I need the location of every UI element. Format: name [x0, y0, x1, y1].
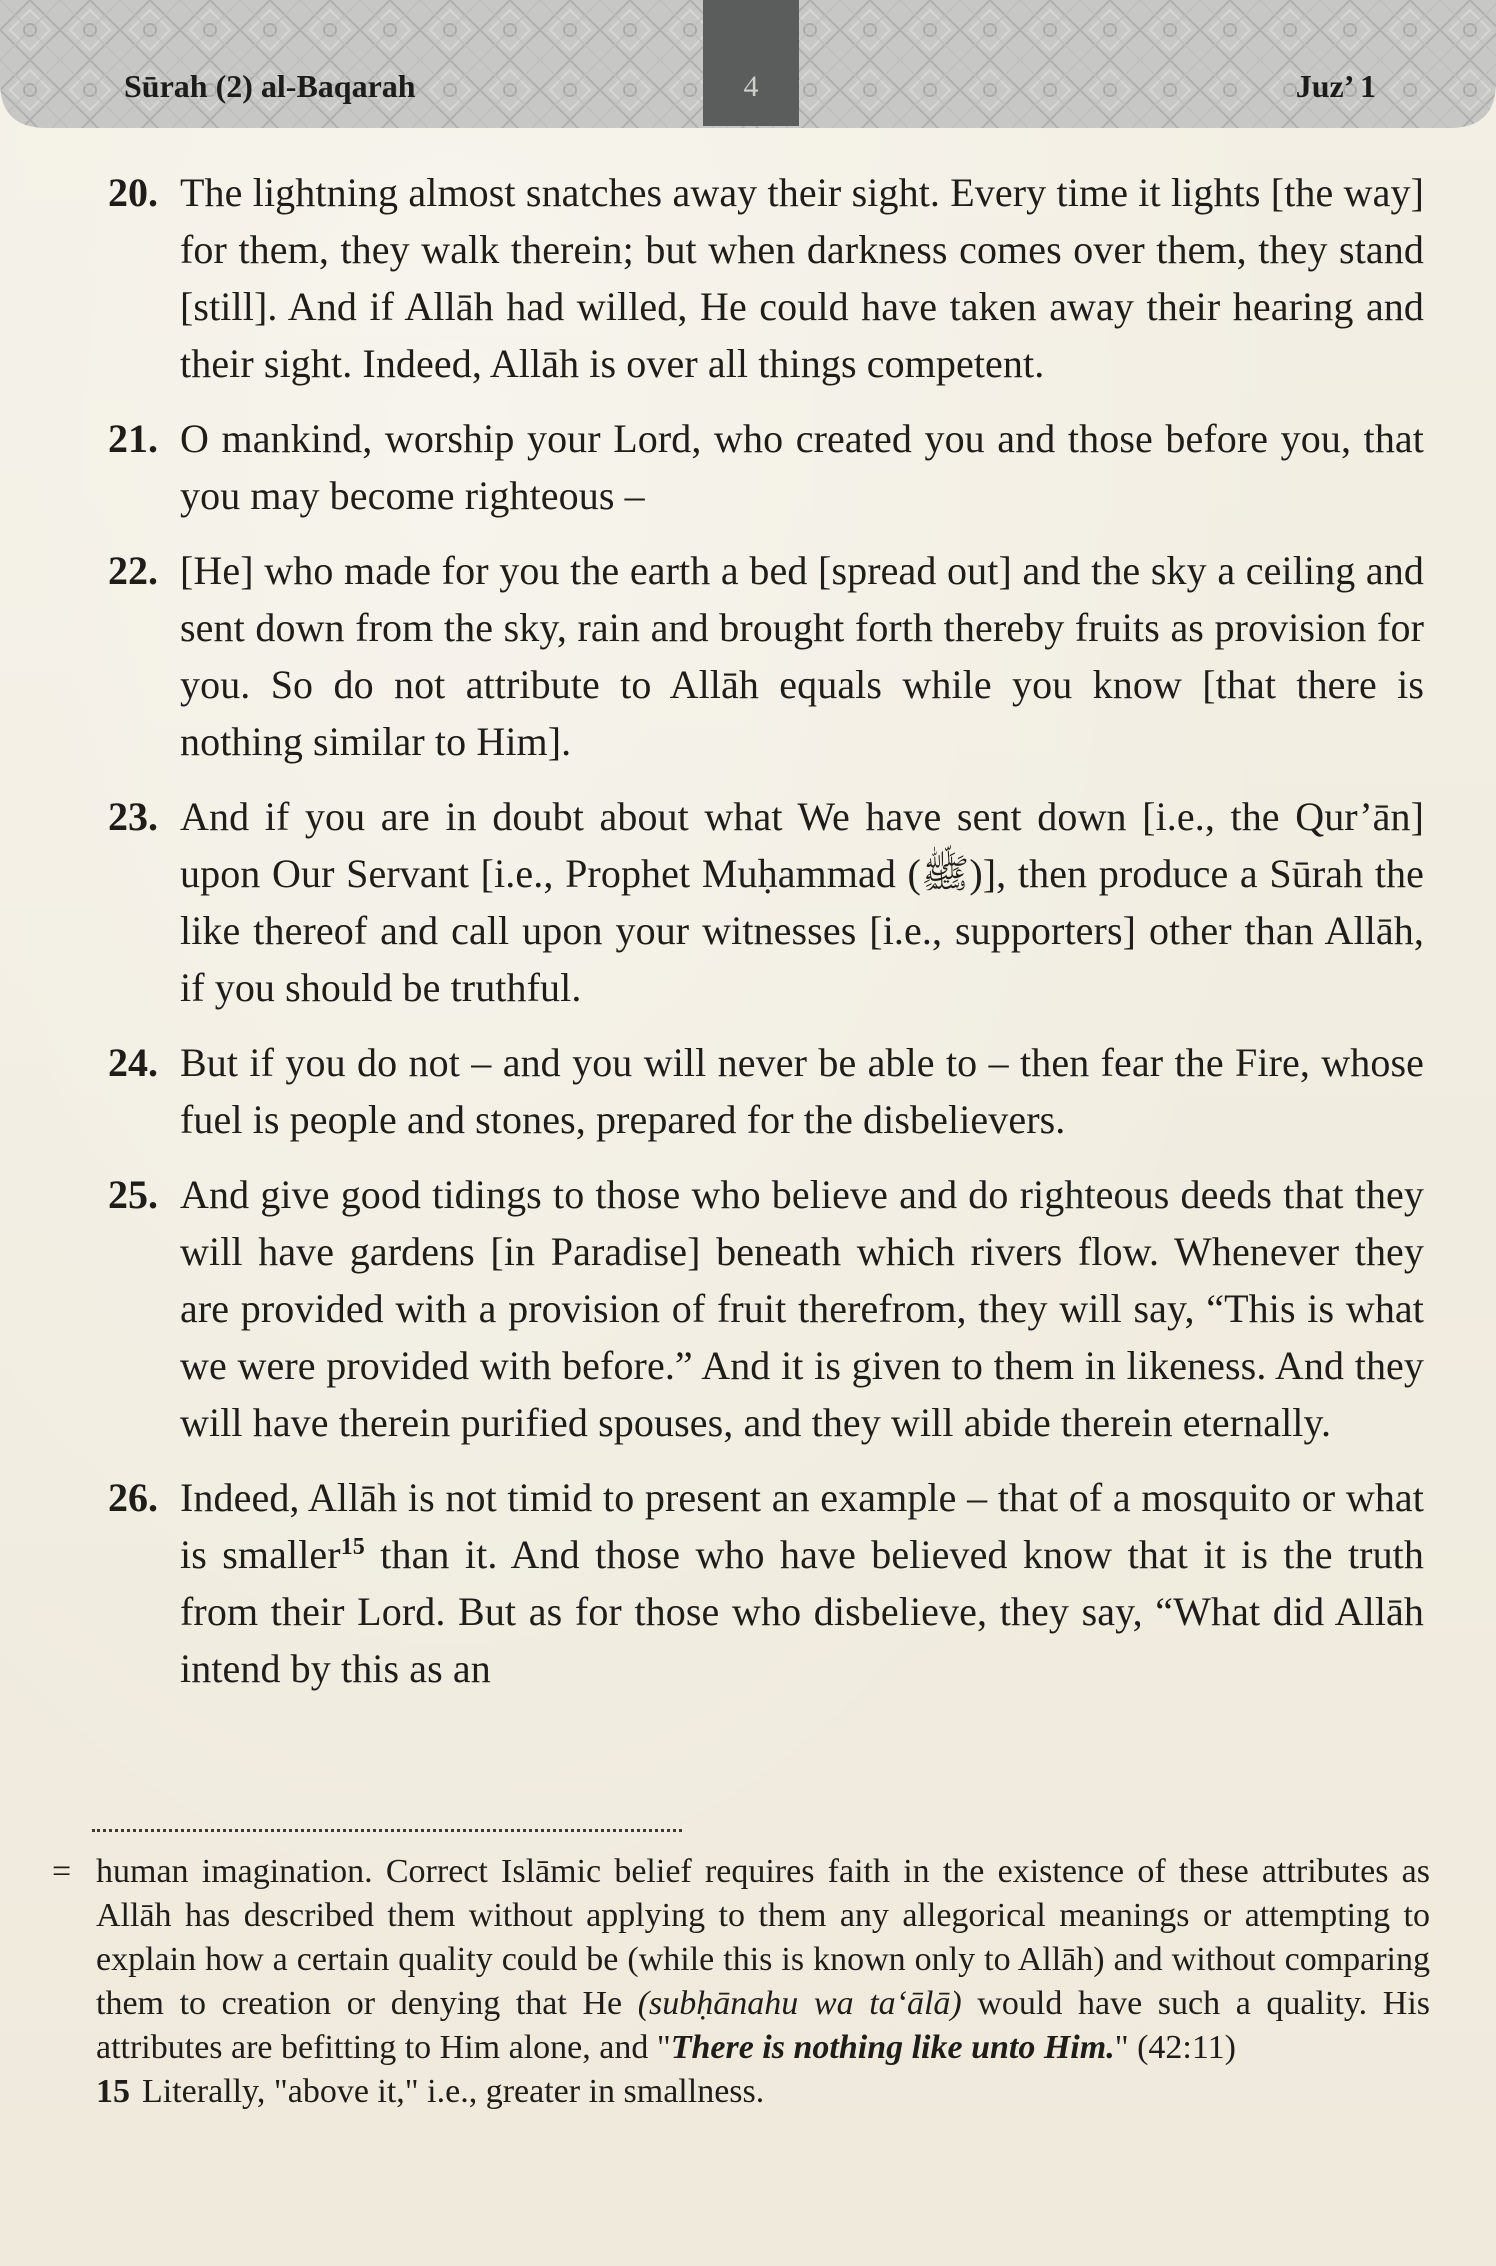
footnote-15	[96, 2070, 1430, 2114]
verse-number: 23.	[108, 794, 158, 839]
footnote-text-part: " (42:11)	[1114, 2029, 1236, 2066]
juz-label: Juz’ 1	[1295, 68, 1376, 104]
footnote-continuation-text	[96, 1850, 1430, 2070]
verse-22	[108, 542, 1424, 770]
surah-title: Sūrah (2) al-Baqarah	[124, 68, 416, 104]
verse-text: The lightning almost snatches away their sight. Every time it lights [the way] for them, they walk therein; but when darkness comes over them, they stand [still]. And if Allāh had willed, He could have taken away their hearing and their sight. Indeed, Allāh is over all things competent.	[180, 170, 1424, 386]
footnote-continuation	[52, 1850, 1430, 2070]
verse-text	[180, 1469, 1424, 1697]
footnotes-section	[52, 1850, 1430, 2114]
verse-text: And if you are in doubt about what We have sent down [i.e., the Qur’ān] upon Our Servant [i.e., Prophet Muḥammad (ﷺ)], then produce a Sūrah the like thereof and call upon your witnesses [i.e., supporters] other than Allāh, if you should be truthful.	[180, 794, 1425, 1010]
verse-number: 22.	[108, 548, 158, 593]
verse-text-part: than it. And those who have believed know that it is the truth from their Lord. But as for those who disbelieve, they say, “What did Allāh intend by this as an	[180, 1532, 1424, 1691]
continuation-mark: =	[52, 1853, 72, 1890]
verse-number: 21.	[108, 416, 158, 461]
verse-number: 20.	[108, 170, 158, 215]
verse-number: 24.	[108, 1040, 158, 1085]
footnote-number: 15	[96, 2073, 130, 2110]
footnote-quote: There is nothing like unto Him.	[670, 2029, 1115, 2066]
verse-26	[108, 1469, 1424, 1697]
verse-number: 25.	[108, 1172, 158, 1217]
verse-text: O mankind, worship your Lord, who created you and those before you, that you may become righteous –	[180, 416, 1424, 518]
verse-text: But if you do not – and you will never be able to – then fear the Fire, whose fuel is people and stones, prepared for the disbelievers.	[180, 1040, 1424, 1142]
footnote-text-part: human imagination. Correct Islāmic belief requires faith in the existence of these attributes as Allāh has described them without applying to them any allegorical meanings or attempting to explain how a certain quality could be (while this is known only to Allāh) and without comparing them to creation or denying that He	[96, 1853, 1430, 2022]
verse-text: And give good tidings to those who believe and do righteous deeds that they will have gardens [in Paradise] beneath which rivers flow. Whenever they are provided with a provision of fruit therefrom, they will say, “This is what we were provided with before.” And it is given to them in likeness. And they will have therein purified spouses, and they will abide therein eternally.	[180, 1172, 1424, 1445]
verse-21	[108, 410, 1424, 524]
footnote-italic-phrase: (subḥānahu wa ta‘ālā)	[637, 1985, 962, 2022]
page-number-tab	[703, 0, 799, 126]
verse-24	[108, 1034, 1424, 1148]
page-header	[0, 0, 1496, 128]
verse-23	[108, 788, 1424, 1016]
verse-25	[108, 1166, 1424, 1451]
verse-20	[108, 164, 1424, 392]
footnote-divider	[92, 1829, 682, 1832]
verse-number: 26.	[108, 1475, 158, 1520]
footnote-reference[interactable]: 15	[340, 1534, 365, 1560]
footnote-text: Literally, "above it," i.e., greater in smallness.	[142, 2073, 765, 2110]
verse-list	[108, 164, 1424, 1715]
verse-text-part: Indeed, Allāh is not timid to present an example – that of a mosquito or what is smaller	[180, 1475, 1424, 1577]
footnote-text-part: would have such a quality. His attributes are befitting to Him alone, and "	[96, 1985, 1430, 2066]
verse-text: [He] who made for you the earth a bed [spread out] and the sky a ceiling and sent down from the sky, rain and brought forth thereby fruits as provision for you. So do not attribute to Allāh equals while you know [that there is nothing similar to Him].	[180, 548, 1424, 764]
page-number: 4	[743, 70, 759, 103]
